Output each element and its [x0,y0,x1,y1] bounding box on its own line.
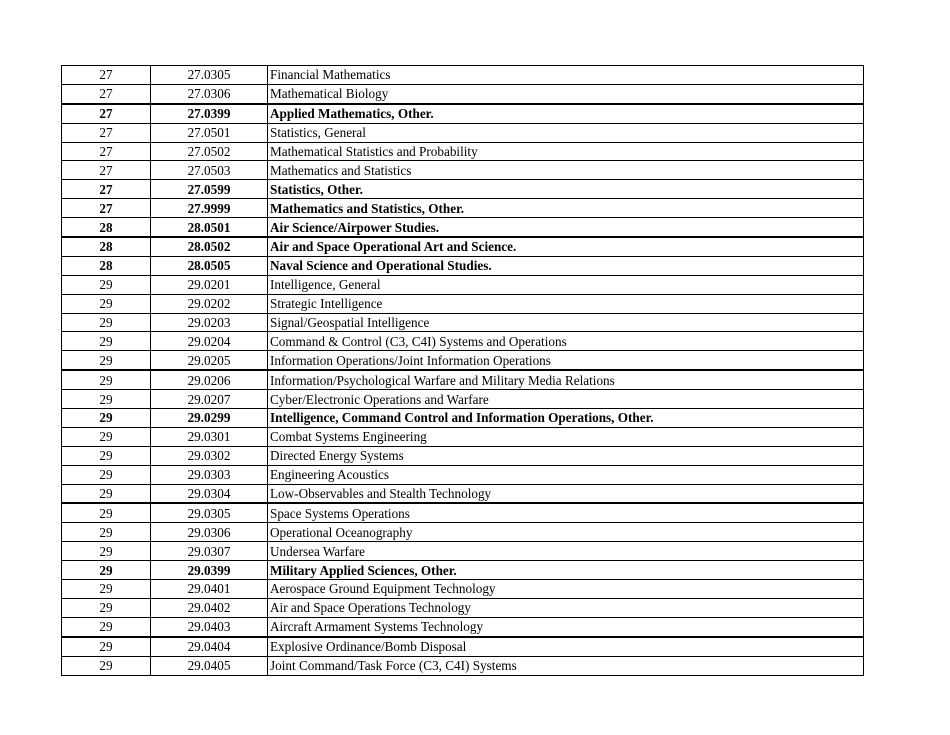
code-cell: 29.0303 [151,465,268,484]
code-cell: 28.0505 [151,256,268,275]
title-cell: Intelligence, General [268,275,864,294]
title-cell: Joint Command/Task Force (C3, C4I) Systems [268,656,864,675]
series-cell: 29 [62,523,151,542]
series-cell: 29 [62,637,151,656]
title-cell: Applied Mathematics, Other. [268,104,864,123]
series-cell: 27 [62,66,151,85]
title-cell: Information Operations/Joint Information Operations [268,351,864,370]
series-cell: 29 [62,313,151,332]
table-row [62,503,864,522]
table-row [62,66,864,85]
series-cell: 29 [62,351,151,370]
title-cell: Financial Mathematics [268,66,864,85]
title-cell: Military Applied Sciences, Other. [268,561,864,580]
title-cell: Aircraft Armament Systems Technology [268,617,864,636]
series-cell: 27 [62,123,151,142]
title-cell: Space Systems Operations [268,503,864,522]
title-cell: Air and Space Operational Art and Science. [268,237,864,256]
series-cell: 27 [62,84,151,103]
code-cell: 27.0502 [151,142,268,161]
code-cell: 29.0206 [151,370,268,389]
code-cell: 29.0207 [151,390,268,409]
table-row [62,218,864,237]
series-cell: 29 [62,542,151,561]
series-cell: 29 [62,409,151,428]
table-row [62,142,864,161]
code-cell: 27.0306 [151,84,268,103]
code-cell: 29.0306 [151,523,268,542]
table-row [62,523,864,542]
table-row [62,446,864,465]
title-cell: Command & Control (C3, C4I) Systems and Operations [268,332,864,351]
series-cell: 29 [62,598,151,617]
code-cell: 29.0401 [151,580,268,599]
code-cell: 29.0203 [151,313,268,332]
series-cell: 29 [62,427,151,446]
table-row [62,427,864,446]
title-cell: Air and Space Operations Technology [268,598,864,617]
code-cell: 29.0307 [151,542,268,561]
series-cell: 27 [62,142,151,161]
table-row [62,484,864,503]
title-cell: Strategic Intelligence [268,294,864,313]
title-cell: Mathematics and Statistics [268,161,864,180]
series-cell: 27 [62,161,151,180]
table-row [62,161,864,180]
title-cell: Low-Observables and Stealth Technology [268,484,864,503]
title-cell: Mathematical Statistics and Probability [268,142,864,161]
code-cell: 29.0205 [151,351,268,370]
code-cell: 29.0305 [151,503,268,522]
series-cell: 29 [62,617,151,636]
series-cell: 29 [62,332,151,351]
table-row [62,409,864,428]
code-cell: 28.0501 [151,218,268,237]
table-row [62,542,864,561]
series-cell: 29 [62,656,151,675]
series-cell: 28 [62,237,151,256]
title-cell: Mathematics and Statistics, Other. [268,199,864,218]
table-row [62,637,864,656]
title-cell: Aerospace Ground Equipment Technology [268,580,864,599]
code-cell: 27.9999 [151,199,268,218]
table-row [62,275,864,294]
code-cell: 29.0402 [151,598,268,617]
table-row [62,351,864,370]
series-cell: 27 [62,180,151,199]
series-cell: 29 [62,275,151,294]
table-row [62,332,864,351]
series-cell: 29 [62,465,151,484]
table-row [62,465,864,484]
table-row [62,180,864,199]
table-row [62,123,864,142]
code-cell: 29.0204 [151,332,268,351]
code-cell: 27.0501 [151,123,268,142]
code-cell: 29.0299 [151,409,268,428]
code-cell: 29.0301 [151,427,268,446]
table-row [62,237,864,256]
code-cell: 29.0405 [151,656,268,675]
table-row [62,390,864,409]
series-cell: 29 [62,390,151,409]
code-cell: 28.0502 [151,237,268,256]
title-cell: Directed Energy Systems [268,446,864,465]
title-cell: Intelligence, Command Control and Information Operations, Other. [268,409,864,428]
series-cell: 27 [62,104,151,123]
code-cell: 29.0304 [151,484,268,503]
series-cell: 29 [62,561,151,580]
table-row [62,561,864,580]
code-cell: 27.0599 [151,180,268,199]
table-row [62,656,864,675]
series-cell: 27 [62,199,151,218]
title-cell: Cyber/Electronic Operations and Warfare [268,390,864,409]
title-cell: Statistics, Other. [268,180,864,199]
table-row [62,313,864,332]
code-cell: 27.0305 [151,66,268,85]
code-cell: 29.0399 [151,561,268,580]
table-row [62,617,864,636]
table-row [62,84,864,103]
title-cell: Engineering Acoustics [268,465,864,484]
cip-code-table [61,65,864,676]
series-cell: 29 [62,484,151,503]
title-cell: Mathematical Biology [268,84,864,103]
table-row [62,370,864,389]
title-cell: Air Science/Airpower Studies. [268,218,864,237]
series-cell: 28 [62,218,151,237]
title-cell: Explosive Ordinance/Bomb Disposal [268,637,864,656]
code-cell: 27.0503 [151,161,268,180]
title-cell: Statistics, General [268,123,864,142]
table-row [62,580,864,599]
code-cell: 29.0302 [151,446,268,465]
title-cell: Undersea Warfare [268,542,864,561]
table-row [62,104,864,123]
title-cell: Naval Science and Operational Studies. [268,256,864,275]
code-cell: 29.0202 [151,294,268,313]
table-row [62,256,864,275]
series-cell: 29 [62,580,151,599]
code-cell: 29.0404 [151,637,268,656]
series-cell: 29 [62,503,151,522]
code-cell: 29.0403 [151,617,268,636]
table-row [62,199,864,218]
title-cell: Combat Systems Engineering [268,427,864,446]
title-cell: Operational Oceanography [268,523,864,542]
series-cell: 29 [62,370,151,389]
series-cell: 29 [62,446,151,465]
code-cell: 29.0201 [151,275,268,294]
series-cell: 28 [62,256,151,275]
table-body [62,66,864,676]
series-cell: 29 [62,294,151,313]
table-row [62,598,864,617]
table-row [62,294,864,313]
title-cell: Information/Psychological Warfare and Military Media Relations [268,370,864,389]
title-cell: Signal/Geospatial Intelligence [268,313,864,332]
code-cell: 27.0399 [151,104,268,123]
